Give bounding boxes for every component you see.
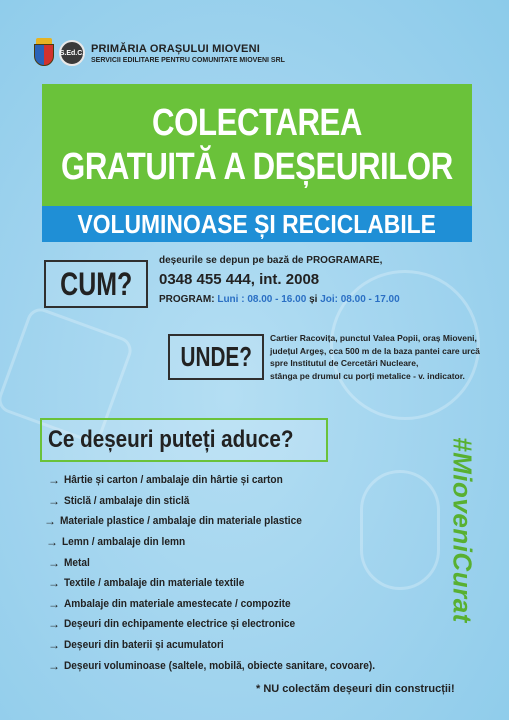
list-item [44, 614, 404, 635]
list-item-text: Hârtie și carton / ambalaje din hârtie și carton [64, 474, 283, 487]
address-line: stânga pe drumul cu porți metalice - v. indicator. [270, 370, 465, 381]
list-item [44, 552, 404, 573]
organization-block [91, 43, 285, 64]
list-item-text: Metal [64, 556, 90, 569]
arrow-right-icon: → [48, 493, 60, 508]
cum-details [159, 255, 459, 305]
arrow-right-icon: → [48, 576, 60, 591]
program-and: și [309, 294, 318, 305]
list-item-text: Textile / ambalaje din materiale textile [64, 577, 245, 590]
address-line: județul Argeș, cca 500 m de la baza pantei care urcă [270, 345, 480, 356]
location-address [270, 332, 502, 382]
program-day-1: Luni : 08.00 - 16.00 [217, 294, 307, 305]
address-line: Cartier Racovița, punctul Valea Popii, oraș Mioveni, [270, 333, 477, 343]
subtitle-text: VOLUMINOASE ȘI RECICLABILE [77, 208, 437, 239]
waste-heading: Ce deșeuri puteți aduce? [48, 426, 294, 453]
arrow-right-icon: → [44, 514, 56, 529]
arrow-right-icon: → [48, 617, 60, 632]
title-banner [42, 84, 472, 206]
list-item-text: Deșeuri din baterii și acumulatori [64, 639, 224, 652]
list-item [44, 511, 404, 532]
subtitle-banner [42, 206, 472, 242]
hashtag-text: #MioveniCurat [447, 437, 478, 623]
list-item [44, 470, 404, 491]
cum-label-box [44, 260, 148, 308]
list-item [44, 532, 404, 553]
arrow-right-icon: → [48, 638, 60, 653]
list-item [44, 491, 404, 512]
arrow-right-icon: → [46, 535, 58, 550]
list-item-text: Materiale plastice / ambalaje din materiale plastice [60, 515, 302, 528]
arrow-right-icon: → [48, 596, 60, 611]
cum-label: CUM? [59, 265, 133, 302]
list-item [44, 573, 404, 594]
program-schedule [159, 294, 459, 305]
program-label: PROGRAM: [159, 294, 215, 305]
appointment-text: deșeurile se depun pe bază de PROGRAMARE, [159, 255, 383, 266]
list-item-text: Ambalaje din materiale amestecate / compozite [64, 597, 291, 610]
list-item-text: Deșeuri din echipamente electrice și electronice [64, 618, 296, 631]
list-item-text: Lemn / ambalaje din lemn [62, 536, 186, 549]
hashtag [442, 420, 482, 640]
coat-of-arms-icon [33, 38, 55, 68]
title-line-2: GRATUITĂ A DEȘEURILOR [61, 146, 453, 188]
address-line: spre Institutul de Cercetări Nucleare, [270, 358, 419, 368]
header [33, 36, 373, 70]
title-line-1: COLECTAREA [152, 102, 362, 144]
unde-label: UNDE? [180, 341, 252, 372]
organization-subtitle: SERVICII EDILITARE PENTRU COMUNITATE MIOVENI SRL [91, 56, 285, 64]
list-item-text: Sticlă / ambalaje din sticlă [64, 494, 190, 507]
phone-number: 0348 455 444, int. 2008 [159, 271, 320, 288]
sedc-logo: S.Ed.C. [59, 40, 85, 66]
arrow-right-icon: → [48, 555, 60, 570]
organization-name: PRIMĂRIA ORAȘULUI MIOVENI [91, 42, 260, 55]
program-day-2: Joi: 08.00 - 17.00 [320, 294, 400, 305]
arrow-right-icon: → [48, 473, 60, 488]
waste-list [44, 470, 404, 676]
list-item-text: Deșeuri voluminoase (saltele, mobilă, obiecte sanitare, covoare). [64, 659, 376, 672]
unde-label-box [168, 334, 264, 380]
waste-heading-box [40, 418, 328, 462]
list-item [44, 635, 404, 656]
list-item [44, 594, 404, 615]
construction-waste-note: * NU colectăm deșeuri din construcții! [256, 683, 455, 695]
arrow-right-icon: → [48, 658, 60, 673]
list-item [44, 655, 404, 676]
